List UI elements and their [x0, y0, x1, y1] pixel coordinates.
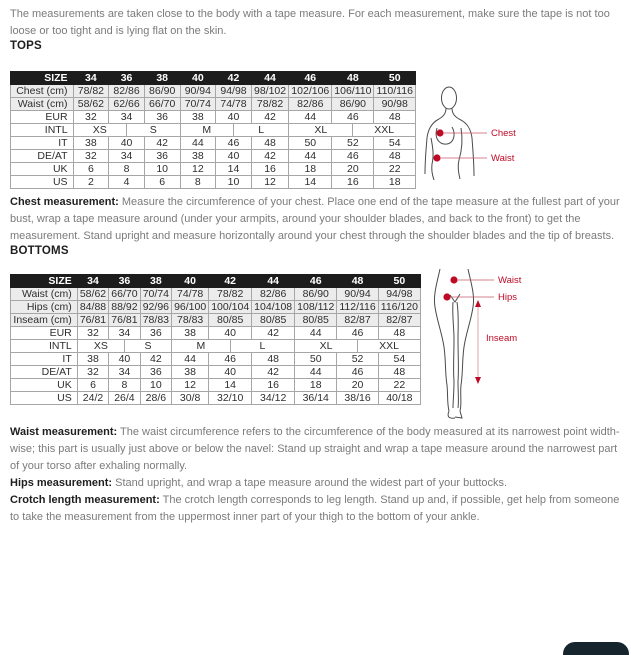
- note-body: The crotch length corresponds to leg length. Stand up and, if possible, get help from someone to take the measurement from the uppermost inner part of your thigh to the bottom of your ankle.: [10, 494, 620, 523]
- size-value-cell: 86/90: [295, 288, 337, 301]
- size-value-cell: 16: [332, 176, 374, 189]
- tops-heading: TOPS: [10, 40, 42, 52]
- size-value-cell: 6: [73, 163, 109, 176]
- size-value-cell: 36: [140, 366, 171, 379]
- size-value-cell: 78/83: [172, 314, 209, 327]
- size-value-cell: 40: [109, 137, 145, 150]
- size-header-cell: 50: [374, 72, 416, 85]
- size-value-cell: 20: [337, 379, 378, 392]
- size-value-cell: 48: [374, 150, 416, 163]
- size-value-cell: 108/112: [295, 301, 337, 314]
- size-value-cell: 78/83: [140, 314, 171, 327]
- size-value-cell: M: [172, 340, 231, 353]
- size-value-cell: 50: [289, 137, 332, 150]
- size-header-cell: 38: [140, 275, 171, 288]
- size-value-cell: 8: [109, 379, 140, 392]
- note-body: The waist circumference refers to the circumference of the body measured at its narrowest point width-wise; this part is usually just above or below the navel: Stand up straight and wrap a tape measure around the narrowest part of your torso after exhaling normally.: [10, 426, 620, 472]
- size-value-cell: 36: [144, 111, 180, 124]
- size-value-cell: 46: [332, 111, 374, 124]
- size-value-cell: 18: [295, 379, 337, 392]
- size-header-cell: 40: [172, 275, 209, 288]
- chest-measurement-note: [10, 194, 621, 245]
- size-value-cell: XS: [77, 340, 124, 353]
- note-title: Waist measurement:: [10, 426, 118, 438]
- size-value-cell: 82/86: [252, 288, 295, 301]
- size-value-cell: 42: [251, 150, 288, 163]
- size-header-cell: 44: [252, 275, 295, 288]
- size-value-cell: 42: [251, 111, 288, 124]
- size-value-cell: 38: [73, 137, 109, 150]
- size-value-cell: 90/94: [337, 288, 378, 301]
- size-value-cell: 40: [216, 150, 252, 163]
- size-value-cell: 38: [180, 150, 216, 163]
- size-value-cell: 96/100: [172, 301, 209, 314]
- size-value-cell: 66/70: [144, 98, 180, 111]
- size-value-cell: 12: [180, 163, 216, 176]
- size-value-cell: 62/66: [109, 98, 145, 111]
- size-value-cell: 94/98: [216, 85, 252, 98]
- size-value-cell: 48: [378, 327, 420, 340]
- size-value-cell: 70/74: [140, 288, 171, 301]
- tops-size-table: [10, 71, 416, 189]
- bottoms-heading: BOTTOMS: [10, 245, 69, 257]
- size-value-cell: S: [127, 124, 180, 137]
- size-value-cell: 34/12: [252, 392, 295, 405]
- row-label: EUR: [11, 327, 78, 340]
- row-label: IT: [11, 137, 74, 150]
- size-value-cell: XXL: [353, 124, 416, 137]
- size-value-cell: 104/108: [252, 301, 295, 314]
- size-value-cell: 36/14: [295, 392, 337, 405]
- size-value-cell: 76/81: [77, 314, 108, 327]
- size-value-cell: 32: [73, 111, 109, 124]
- size-value-cell: 40: [209, 327, 252, 340]
- figure-label-hips: Hips: [498, 292, 518, 303]
- figure-label-chest: Chest: [491, 128, 516, 139]
- size-value-cell: 20: [332, 163, 374, 176]
- size-value-cell: 58/62: [77, 288, 108, 301]
- size-header-cell: 36: [109, 72, 145, 85]
- size-value-cell: 38: [77, 353, 108, 366]
- size-value-cell: 34: [109, 150, 145, 163]
- note-title: Crotch length measurement:: [10, 494, 160, 506]
- crotch-measurement-note: [10, 492, 621, 526]
- size-header-cell: 42: [216, 72, 252, 85]
- size-value-cell: 48: [374, 111, 416, 124]
- size-header-cell: 40: [180, 72, 216, 85]
- size-value-cell: 40: [109, 353, 140, 366]
- size-value-cell: 14: [209, 379, 252, 392]
- size-value-cell: 14: [216, 163, 252, 176]
- size-value-cell: 32: [77, 366, 108, 379]
- size-value-cell: 42: [140, 353, 171, 366]
- row-label: DE/AT: [11, 150, 74, 163]
- size-header-cell: 46: [295, 275, 337, 288]
- size-value-cell: 86/90: [144, 85, 180, 98]
- size-value-cell: 32: [77, 327, 108, 340]
- size-value-cell: 94/98: [378, 288, 420, 301]
- row-label: DE/AT: [11, 366, 78, 379]
- size-header-cell: 48: [332, 72, 374, 85]
- size-value-cell: 78/82: [209, 288, 252, 301]
- size-value-cell: 32/10: [209, 392, 252, 405]
- size-value-cell: 30/8: [172, 392, 209, 405]
- hips-measurement-note: [10, 475, 621, 492]
- size-header-cell: 34: [73, 72, 109, 85]
- size-value-cell: 12: [172, 379, 209, 392]
- size-value-cell: 98/102: [251, 85, 288, 98]
- row-label: Inseam (cm): [11, 314, 78, 327]
- size-value-cell: XL: [289, 124, 353, 137]
- tops-body-figure: [421, 76, 621, 194]
- size-value-cell: 80/85: [295, 314, 337, 327]
- row-label: US: [11, 176, 74, 189]
- waist-measurement-note: [10, 424, 621, 475]
- size-value-cell: 38/16: [337, 392, 378, 405]
- size-value-cell: 100/104: [209, 301, 252, 314]
- size-value-cell: 22: [374, 163, 416, 176]
- row-label: UK: [11, 379, 78, 392]
- size-header-cell: 44: [251, 72, 288, 85]
- row-label: INTL: [11, 124, 74, 137]
- size-value-cell: 42: [252, 366, 295, 379]
- size-value-cell: 6: [77, 379, 108, 392]
- size-value-cell: 32: [73, 150, 109, 163]
- size-value-cell: 36: [144, 150, 180, 163]
- intro-paragraph: The measurements are taken close to the body with a tape measure. For each measurement, make sure the tape is not too loose or too tight and is lying flat on the skin.: [10, 8, 610, 37]
- size-value-cell: 50: [295, 353, 337, 366]
- size-value-cell: 86/90: [332, 98, 374, 111]
- size-value-cell: L: [234, 124, 289, 137]
- size-value-cell: 6: [144, 176, 180, 189]
- row-label: Waist (cm): [11, 98, 74, 111]
- size-value-cell: 16: [252, 379, 295, 392]
- bottoms-legs-figure: [426, 269, 621, 424]
- size-value-cell: 10: [144, 163, 180, 176]
- size-value-cell: XL: [295, 340, 358, 353]
- size-value-cell: XXL: [358, 340, 421, 353]
- size-value-cell: 90/98: [374, 98, 416, 111]
- size-value-cell: 44: [289, 111, 332, 124]
- row-label: EUR: [11, 111, 74, 124]
- size-value-cell: 82/87: [337, 314, 378, 327]
- size-value-cell: 70/74: [180, 98, 216, 111]
- size-value-cell: 10: [216, 176, 252, 189]
- size-value-cell: 38: [172, 366, 209, 379]
- size-value-cell: 52: [337, 353, 378, 366]
- size-value-cell: 112/116: [337, 301, 378, 314]
- chat-widget-button[interactable]: [563, 642, 629, 655]
- size-value-cell: 78/82: [73, 85, 109, 98]
- size-value-cell: 44: [289, 150, 332, 163]
- size-header-cell: 46: [289, 72, 332, 85]
- size-value-cell: 26/4: [109, 392, 140, 405]
- size-value-cell: 16: [251, 163, 288, 176]
- row-label: Chest (cm): [11, 85, 74, 98]
- size-value-cell: 58/62: [73, 98, 109, 111]
- size-value-cell: 46: [216, 137, 252, 150]
- size-header-cell: 42: [209, 275, 252, 288]
- size-value-cell: 54: [374, 137, 416, 150]
- size-value-cell: 76/81: [109, 314, 140, 327]
- note-title: Hips measurement:: [10, 477, 113, 489]
- size-value-cell: 42: [144, 137, 180, 150]
- note-body: Measure the circumference of your chest. Place one end of the tape measure at the fullest part of your bust, wrap a tape measure around (under your armpits, around your shoulder blades, and back to the front) to get the measurement. Stand upright and measure horizontally around your chest through the shoulder blades and the tip of breasts.: [10, 196, 620, 242]
- size-value-cell: 24/2: [77, 392, 108, 405]
- size-value-cell: 52: [332, 137, 374, 150]
- size-header-cell: 34: [77, 275, 108, 288]
- size-value-cell: 22: [378, 379, 420, 392]
- size-value-cell: 34: [109, 366, 140, 379]
- size-value-cell: 42: [252, 327, 295, 340]
- size-value-cell: 80/85: [209, 314, 252, 327]
- row-label: Waist (cm): [11, 288, 78, 301]
- size-value-cell: 8: [109, 163, 145, 176]
- size-value-cell: 66/70: [109, 288, 140, 301]
- size-value-cell: 34: [109, 111, 145, 124]
- size-value-cell: 8: [180, 176, 216, 189]
- bottoms-size-table: [10, 274, 421, 405]
- size-value-cell: 46: [337, 366, 378, 379]
- size-column-header: SIZE: [11, 72, 74, 85]
- size-value-cell: 18: [374, 176, 416, 189]
- size-value-cell: 110/116: [374, 85, 416, 98]
- size-value-cell: 10: [140, 379, 171, 392]
- row-label: US: [11, 392, 78, 405]
- note-body: Stand upright, and wrap a tape measure around the widest part of your buttocks.: [112, 477, 508, 489]
- size-value-cell: M: [180, 124, 233, 137]
- size-value-cell: L: [230, 340, 294, 353]
- size-value-cell: 88/92: [109, 301, 140, 314]
- row-label: Hips (cm): [11, 301, 78, 314]
- size-value-cell: 40: [216, 111, 252, 124]
- size-value-cell: 48: [251, 137, 288, 150]
- size-value-cell: 14: [289, 176, 332, 189]
- size-value-cell: 74/78: [216, 98, 252, 111]
- size-value-cell: 12: [251, 176, 288, 189]
- size-value-cell: XS: [73, 124, 126, 137]
- size-value-cell: 48: [378, 366, 420, 379]
- size-value-cell: 92/96: [140, 301, 171, 314]
- row-label: INTL: [11, 340, 78, 353]
- size-header-cell: 36: [109, 275, 140, 288]
- size-value-cell: 78/82: [251, 98, 288, 111]
- size-value-cell: 54: [378, 353, 420, 366]
- size-value-cell: 106/110: [332, 85, 374, 98]
- figure-label-waist: Waist: [491, 153, 515, 164]
- size-value-cell: 40/18: [378, 392, 420, 405]
- size-value-cell: 38: [180, 111, 216, 124]
- size-value-cell: 36: [140, 327, 171, 340]
- size-value-cell: 44: [295, 366, 337, 379]
- figure-label-waist: Waist: [498, 275, 522, 286]
- size-header-cell: 48: [337, 275, 378, 288]
- size-value-cell: 46: [209, 353, 252, 366]
- size-value-cell: 4: [109, 176, 145, 189]
- size-value-cell: 48: [252, 353, 295, 366]
- size-value-cell: 84/88: [77, 301, 108, 314]
- size-value-cell: 80/85: [252, 314, 295, 327]
- size-header-cell: 38: [144, 72, 180, 85]
- size-value-cell: 44: [172, 353, 209, 366]
- size-value-cell: 44: [295, 327, 337, 340]
- size-value-cell: 102/106: [289, 85, 332, 98]
- figure-label-inseam: Inseam: [486, 333, 518, 344]
- size-value-cell: 82/87: [378, 314, 420, 327]
- size-value-cell: 116/120: [378, 301, 420, 314]
- size-value-cell: 74/78: [172, 288, 209, 301]
- size-value-cell: 38: [172, 327, 209, 340]
- row-label: IT: [11, 353, 78, 366]
- size-value-cell: 2: [73, 176, 109, 189]
- size-value-cell: 18: [289, 163, 332, 176]
- size-value-cell: 40: [209, 366, 252, 379]
- row-label: UK: [11, 163, 74, 176]
- size-column-header: SIZE: [11, 275, 78, 288]
- size-value-cell: 46: [337, 327, 378, 340]
- size-value-cell: 34: [109, 327, 140, 340]
- size-value-cell: 28/6: [140, 392, 171, 405]
- size-value-cell: 82/86: [109, 85, 145, 98]
- size-value-cell: S: [124, 340, 171, 353]
- size-header-cell: 50: [378, 275, 420, 288]
- note-title: Chest measurement:: [10, 196, 119, 208]
- size-value-cell: 44: [180, 137, 216, 150]
- size-value-cell: 90/94: [180, 85, 216, 98]
- size-value-cell: 82/86: [289, 98, 332, 111]
- size-value-cell: 46: [332, 150, 374, 163]
